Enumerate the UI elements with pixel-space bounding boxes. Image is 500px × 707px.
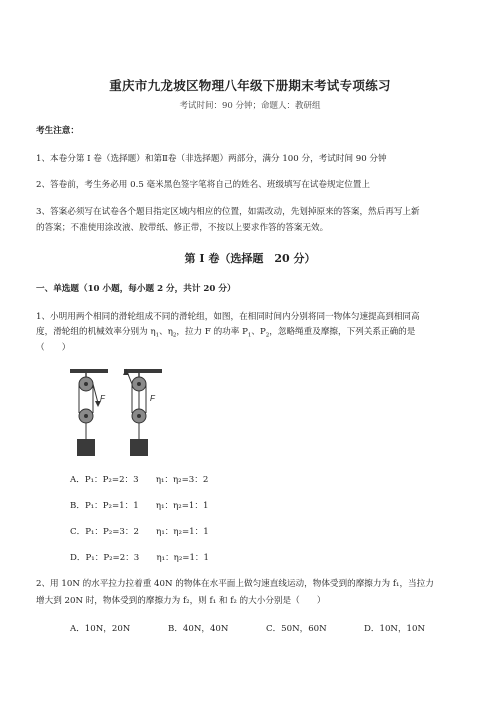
q1-stem-line1: 1、小明用两个相同的滑轮组成不同的滑轮组，如图，在相同时间内分别将同一物体匀速提高到相同高: [36, 312, 420, 322]
q2-stem-line2: 增大到 20N 时，物体受到的摩擦力为 f₂，则 f₁ 和 f₂ 的大小分别是（ ）: [36, 596, 326, 606]
q1-option-a[interactable]: A．P₁：P₂=2：3 η₁：η₂=3：2: [70, 475, 209, 485]
weight-right: [130, 439, 148, 456]
weight-left: [77, 439, 95, 456]
q2-option-b[interactable]: B．40N，40N: [168, 624, 229, 634]
section-title: 第 I 卷（选择题 20 分）: [184, 252, 316, 265]
q2-option-d[interactable]: D．10N，10N: [364, 624, 425, 634]
note-item-2: 2、答卷前，考生务必用 0.5 毫米黑色签字笔将自己的姓名、班级填写在试卷规定位置上: [36, 180, 370, 190]
force-label-left: F: [100, 394, 105, 403]
ceiling-left: [70, 369, 108, 373]
q2-option-a[interactable]: A．10N，20N: [70, 624, 131, 634]
q2-stem-line1: 2、用 10N 的水平拉力拉着重 40N 的物体在水平面上做匀速直线运动，物体受到的摩擦力为 f₁，当拉力: [36, 579, 434, 589]
q1-stem-line3: （ ）: [36, 343, 71, 353]
pulley-diagram: [64, 367, 176, 459]
q1-stem-line2: 度，滑轮组的机械效率分别为 $\eta_1$、$\eta_2$，拉力 F 的功率 $P_1$、$P_2$，忽略绳重及摩擦，下列关系正确的是: [36, 327, 416, 339]
notes-heading: 考生注意：: [36, 126, 79, 136]
page-title: 重庆市九龙坡区物理八年级下册期末考试专项练习: [109, 78, 391, 93]
note-item-3: 3、答案必须写在试卷各个题目指定区域内相应的位置，如需改动，先划掉原来的答案，然后再写上新: [36, 207, 420, 217]
q1-option-c[interactable]: C．P₁：P₂=3：2 η₁：η₂=1：1: [70, 527, 209, 537]
ceiling-right: [124, 369, 162, 373]
q2-option-c[interactable]: C．50N，60N: [266, 624, 327, 634]
q1-option-d[interactable]: D．P₁：P₂=2：3 η₁：η₂=1：1: [70, 553, 209, 563]
part-heading: 一、单选题（10 小题，每小题 2 分，共计 20 分）: [36, 284, 236, 294]
note-item-3-cont: 的答案；不准使用涂改液、胶带纸、修正带，不按以上要求作答的答案无效。: [36, 223, 329, 233]
exam-info: 考试时间：90 分钟；命题人：教研组: [179, 101, 321, 111]
note-item-1: 1、本卷分第 I 卷（选择题）和第Ⅱ卷（非选择题）两部分，满分 100 分，考试时间 90 分钟: [36, 154, 387, 164]
q1-option-b[interactable]: B．P₁：P₂=1：1 η₁：η₂=1：1: [70, 501, 209, 511]
force-label-right: F: [150, 394, 155, 403]
